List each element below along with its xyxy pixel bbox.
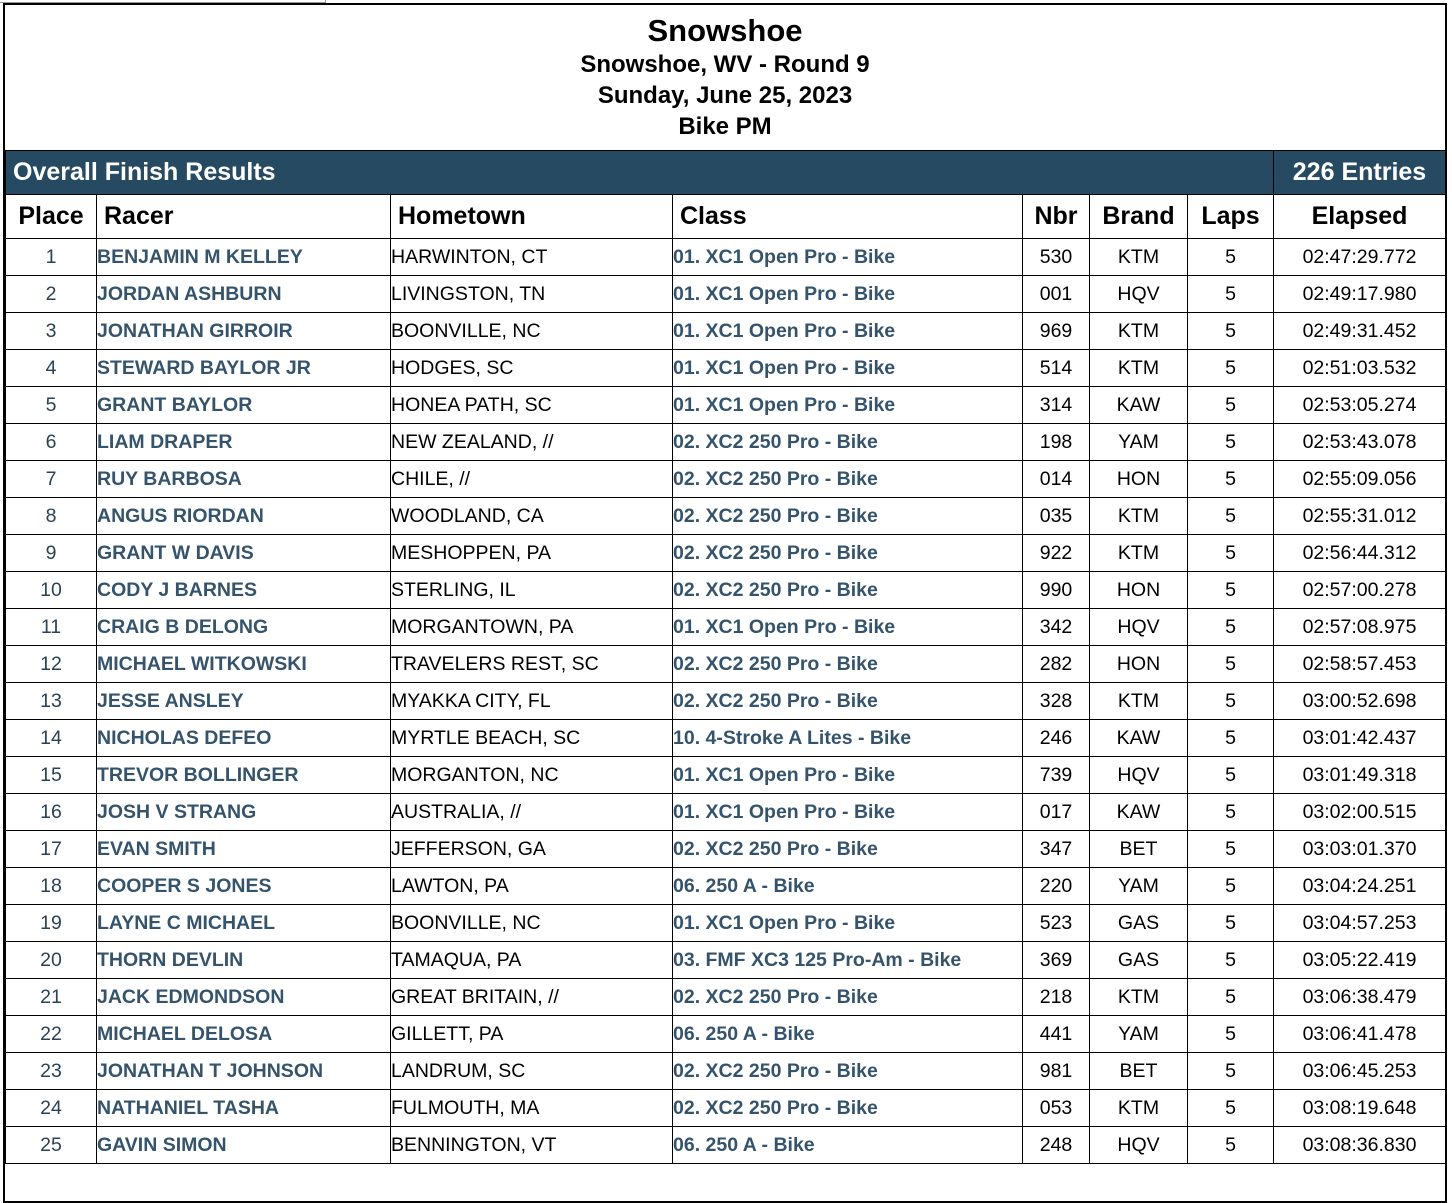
class-link[interactable]: 02. XC2 250 Pro - Bike: [673, 498, 1023, 535]
cell-brand: HON: [1090, 572, 1188, 609]
cell-nbr: 035: [1023, 498, 1090, 535]
cell-laps: 5: [1188, 757, 1274, 794]
cell-place: 14: [6, 720, 97, 757]
cell-brand: KAW: [1090, 720, 1188, 757]
cell-laps: 5: [1188, 350, 1274, 387]
class-link[interactable]: 02. XC2 250 Pro - Bike: [673, 461, 1023, 498]
cell-place: 23: [6, 1053, 97, 1090]
cell-nbr: 739: [1023, 757, 1090, 794]
class-link[interactable]: 02. XC2 250 Pro - Bike: [673, 1053, 1023, 1090]
cell-elapsed: 03:08:19.648: [1274, 1090, 1446, 1127]
class-link[interactable]: 06. 250 A - Bike: [673, 868, 1023, 905]
cell-laps: 5: [1188, 942, 1274, 979]
event-session: Bike PM: [678, 113, 772, 140]
cell-hometown: STERLING, IL: [391, 572, 673, 609]
table-row: [6, 1090, 1446, 1127]
cell-place: 15: [6, 757, 97, 794]
class-link[interactable]: 10. 4-Stroke A Lites - Bike: [673, 720, 1023, 757]
cell-hometown: MORGANTON, NC: [391, 757, 673, 794]
cell-laps: 5: [1188, 1053, 1274, 1090]
cell-hometown: GILLETT, PA: [391, 1016, 673, 1053]
cell-hometown: FULMOUTH, MA: [391, 1090, 673, 1127]
class-link[interactable]: 01. XC1 Open Pro - Bike: [673, 313, 1023, 350]
results-banner-label: Overall Finish Results: [6, 151, 1274, 195]
event-date: Sunday, June 25, 2023: [597, 82, 853, 109]
class-link[interactable]: 06. 250 A - Bike: [673, 1016, 1023, 1053]
cell-nbr: 441: [1023, 1016, 1090, 1053]
table-row: [6, 572, 1446, 609]
racer-link[interactable]: RUY BARBOSA: [97, 461, 391, 498]
cell-hometown: MYRTLE BEACH, SC: [391, 720, 673, 757]
cell-brand: KTM: [1090, 313, 1188, 350]
cell-elapsed: 02:49:17.980: [1274, 276, 1446, 313]
cell-brand: GAS: [1090, 905, 1188, 942]
cell-nbr: 220: [1023, 868, 1090, 905]
racer-link[interactable]: JACK EDMONDSON: [97, 979, 391, 1016]
table-row: [6, 424, 1446, 461]
cell-elapsed: 03:00:52.698: [1274, 683, 1446, 720]
cell-place: 19: [6, 905, 97, 942]
results-banner: [6, 151, 1446, 195]
table-row: [6, 905, 1446, 942]
table-row: [6, 609, 1446, 646]
cell-brand: KTM: [1090, 535, 1188, 572]
cell-laps: 5: [1188, 979, 1274, 1016]
cell-laps: 5: [1188, 1127, 1274, 1164]
cell-brand: GAS: [1090, 942, 1188, 979]
cell-hometown: AUSTRALIA, //: [391, 794, 673, 831]
class-link[interactable]: 01. XC1 Open Pro - Bike: [673, 239, 1023, 276]
table-row: [6, 498, 1446, 535]
cell-elapsed: 03:06:41.478: [1274, 1016, 1446, 1053]
cell-hometown: TAMAQUA, PA: [391, 942, 673, 979]
cell-place: 3: [6, 313, 97, 350]
column-header-elapsed[interactable]: Elapsed: [1274, 195, 1446, 239]
racer-link[interactable]: EVAN SMITH: [97, 831, 391, 868]
column-header-laps[interactable]: Laps: [1188, 195, 1274, 239]
racer-link[interactable]: JORDAN ASHBURN: [97, 276, 391, 313]
cell-place: 18: [6, 868, 97, 905]
table-row: [6, 276, 1446, 313]
cell-nbr: 969: [1023, 313, 1090, 350]
cell-nbr: 369: [1023, 942, 1090, 979]
cell-laps: 5: [1188, 905, 1274, 942]
cell-nbr: 198: [1023, 424, 1090, 461]
racer-link[interactable]: LIAM DRAPER: [97, 424, 391, 461]
cell-brand: BET: [1090, 831, 1188, 868]
cell-hometown: MYAKKA CITY, FL: [391, 683, 673, 720]
racer-link[interactable]: LAYNE C MICHAEL: [97, 905, 391, 942]
cell-brand: BET: [1090, 1053, 1188, 1090]
column-header-place[interactable]: Place: [6, 195, 97, 239]
cell-nbr: 514: [1023, 350, 1090, 387]
column-header-hometown[interactable]: Hometown: [391, 195, 673, 239]
cell-hometown: CHILE, //: [391, 461, 673, 498]
racer-link[interactable]: NICHOLAS DEFEO: [97, 720, 391, 757]
cell-place: 10: [6, 572, 97, 609]
cell-nbr: 246: [1023, 720, 1090, 757]
cell-hometown: BOONVILLE, NC: [391, 313, 673, 350]
cell-laps: 5: [1188, 720, 1274, 757]
event-header: [5, 5, 1445, 150]
cell-laps: 5: [1188, 239, 1274, 276]
cell-elapsed: 03:05:22.419: [1274, 942, 1446, 979]
cell-hometown: LAWTON, PA: [391, 868, 673, 905]
cell-elapsed: 03:06:45.253: [1274, 1053, 1446, 1090]
cell-place: 6: [6, 424, 97, 461]
column-header-racer[interactable]: Racer: [97, 195, 391, 239]
cell-nbr: 922: [1023, 535, 1090, 572]
racer-link[interactable]: THORN DEVLIN: [97, 942, 391, 979]
cell-hometown: BOONVILLE, NC: [391, 905, 673, 942]
cell-laps: 5: [1188, 1090, 1274, 1127]
cell-hometown: MESHOPPEN, PA: [391, 535, 673, 572]
table-row: [6, 720, 1446, 757]
cell-elapsed: 03:04:57.253: [1274, 905, 1446, 942]
cell-hometown: WOODLAND, CA: [391, 498, 673, 535]
racer-link[interactable]: JESSE ANSLEY: [97, 683, 391, 720]
racer-link[interactable]: JONATHAN T JOHNSON: [97, 1053, 391, 1090]
cell-hometown: BENNINGTON, VT: [391, 1127, 673, 1164]
cell-brand: HON: [1090, 646, 1188, 683]
cell-nbr: 328: [1023, 683, 1090, 720]
racer-link[interactable]: GRANT BAYLOR: [97, 387, 391, 424]
racer-link[interactable]: STEWARD BAYLOR JR: [97, 350, 391, 387]
racer-link[interactable]: JOSH V STRANG: [97, 794, 391, 831]
table-row: [6, 313, 1446, 350]
cell-nbr: 342: [1023, 609, 1090, 646]
table-row: [6, 942, 1446, 979]
cell-place: 25: [6, 1127, 97, 1164]
cell-laps: 5: [1188, 868, 1274, 905]
cell-laps: 5: [1188, 609, 1274, 646]
cell-place: 2: [6, 276, 97, 313]
racer-link[interactable]: MICHAEL DELOSA: [97, 1016, 391, 1053]
cell-brand: YAM: [1090, 868, 1188, 905]
racer-link[interactable]: COOPER S JONES: [97, 868, 391, 905]
cell-laps: 5: [1188, 313, 1274, 350]
class-link[interactable]: 02. XC2 250 Pro - Bike: [673, 831, 1023, 868]
cell-elapsed: 02:57:00.278: [1274, 572, 1446, 609]
racer-link[interactable]: GAVIN SIMON: [97, 1127, 391, 1164]
cell-elapsed: 03:01:49.318: [1274, 757, 1446, 794]
cell-place: 12: [6, 646, 97, 683]
class-link[interactable]: 01. XC1 Open Pro - Bike: [673, 609, 1023, 646]
cell-elapsed: 02:53:43.078: [1274, 424, 1446, 461]
table-row: [6, 350, 1446, 387]
table-row: [6, 461, 1446, 498]
class-link[interactable]: 02. XC2 250 Pro - Bike: [673, 1090, 1023, 1127]
cell-brand: HQV: [1090, 757, 1188, 794]
class-link[interactable]: 03. FMF XC3 125 Pro-Am - Bike: [673, 942, 1023, 979]
cell-hometown: MORGANTOWN, PA: [391, 609, 673, 646]
racer-link[interactable]: BENJAMIN M KELLEY: [97, 239, 391, 276]
class-link[interactable]: 01. XC1 Open Pro - Bike: [673, 276, 1023, 313]
cell-nbr: 530: [1023, 239, 1090, 276]
cell-elapsed: 03:06:38.479: [1274, 979, 1446, 1016]
racer-link[interactable]: NATHANIEL TASHA: [97, 1090, 391, 1127]
column-header-row: [6, 195, 1446, 239]
racer-link[interactable]: JONATHAN GIRROIR: [97, 313, 391, 350]
cell-hometown: HARWINTON, CT: [391, 239, 673, 276]
column-header-class[interactable]: Class: [673, 195, 1023, 239]
cell-laps: 5: [1188, 461, 1274, 498]
cell-elapsed: 03:01:42.437: [1274, 720, 1446, 757]
class-link[interactable]: 01. XC1 Open Pro - Bike: [673, 350, 1023, 387]
results-frame: [3, 3, 1447, 1203]
cell-laps: 5: [1188, 794, 1274, 831]
table-row: [6, 239, 1446, 276]
table-row: [6, 757, 1446, 794]
cell-nbr: 314: [1023, 387, 1090, 424]
cell-hometown: TRAVELERS REST, SC: [391, 646, 673, 683]
cell-nbr: 014: [1023, 461, 1090, 498]
cell-brand: HON: [1090, 461, 1188, 498]
cell-hometown: HODGES, SC: [391, 350, 673, 387]
cell-hometown: LIVINGSTON, TN: [391, 276, 673, 313]
table-row: [6, 979, 1446, 1016]
class-link[interactable]: 01. XC1 Open Pro - Bike: [673, 757, 1023, 794]
event-title: Snowshoe: [647, 13, 803, 48]
class-link[interactable]: 06. 250 A - Bike: [673, 1127, 1023, 1164]
cell-laps: 5: [1188, 1016, 1274, 1053]
racer-link[interactable]: CRAIG B DELONG: [97, 609, 391, 646]
cell-hometown: JEFFERSON, GA: [391, 831, 673, 868]
cell-hometown: NEW ZEALAND, //: [391, 424, 673, 461]
cell-laps: 5: [1188, 498, 1274, 535]
cell-elapsed: 03:04:24.251: [1274, 868, 1446, 905]
class-link[interactable]: 02. XC2 250 Pro - Bike: [673, 683, 1023, 720]
cell-place: 1: [6, 239, 97, 276]
cell-laps: 5: [1188, 535, 1274, 572]
cell-place: 5: [6, 387, 97, 424]
table-row: [6, 868, 1446, 905]
cell-brand: KTM: [1090, 979, 1188, 1016]
cell-brand: KTM: [1090, 683, 1188, 720]
cell-elapsed: 02:55:09.056: [1274, 461, 1446, 498]
racer-link[interactable]: MICHAEL WITKOWSKI: [97, 646, 391, 683]
cell-brand: YAM: [1090, 424, 1188, 461]
class-link[interactable]: 02. XC2 250 Pro - Bike: [673, 535, 1023, 572]
cell-place: 11: [6, 609, 97, 646]
cell-place: 22: [6, 1016, 97, 1053]
class-link[interactable]: 01. XC1 Open Pro - Bike: [673, 905, 1023, 942]
cell-brand: HQV: [1090, 609, 1188, 646]
class-link[interactable]: 02. XC2 250 Pro - Bike: [673, 572, 1023, 609]
column-header-nbr[interactable]: Nbr: [1023, 195, 1090, 239]
cell-elapsed: 02:53:05.274: [1274, 387, 1446, 424]
cell-place: 24: [6, 1090, 97, 1127]
class-link[interactable]: 02. XC2 250 Pro - Bike: [673, 646, 1023, 683]
racer-link[interactable]: TREVOR BOLLINGER: [97, 757, 391, 794]
table-row: [6, 831, 1446, 868]
cell-elapsed: 02:55:31.012: [1274, 498, 1446, 535]
cell-laps: 5: [1188, 831, 1274, 868]
table-row: [6, 535, 1446, 572]
cell-laps: 5: [1188, 387, 1274, 424]
table-row: [6, 1053, 1446, 1090]
cell-elapsed: 02:58:57.453: [1274, 646, 1446, 683]
cell-place: 8: [6, 498, 97, 535]
cell-place: 20: [6, 942, 97, 979]
cell-place: 21: [6, 979, 97, 1016]
cell-nbr: 053: [1023, 1090, 1090, 1127]
cell-brand: KAW: [1090, 794, 1188, 831]
cell-elapsed: 02:51:03.532: [1274, 350, 1446, 387]
cell-laps: 5: [1188, 424, 1274, 461]
cell-elapsed: 02:49:31.452: [1274, 313, 1446, 350]
table-row: [6, 387, 1446, 424]
class-link[interactable]: 01. XC1 Open Pro - Bike: [673, 794, 1023, 831]
cell-hometown: HONEA PATH, SC: [391, 387, 673, 424]
cell-nbr: 347: [1023, 831, 1090, 868]
cell-place: 17: [6, 831, 97, 868]
table-row: [6, 683, 1446, 720]
cell-elapsed: 03:03:01.370: [1274, 831, 1446, 868]
cell-place: 9: [6, 535, 97, 572]
cell-elapsed: 03:08:36.830: [1274, 1127, 1446, 1164]
cell-nbr: 990: [1023, 572, 1090, 609]
cell-laps: 5: [1188, 646, 1274, 683]
cell-nbr: 282: [1023, 646, 1090, 683]
table-row: [6, 646, 1446, 683]
cell-nbr: 523: [1023, 905, 1090, 942]
cell-elapsed: 02:57:08.975: [1274, 609, 1446, 646]
entries-count: 226 Entries: [1274, 151, 1446, 195]
cell-brand: KAW: [1090, 387, 1188, 424]
cell-brand: KTM: [1090, 350, 1188, 387]
column-header-brand[interactable]: Brand: [1090, 195, 1188, 239]
cell-brand: HQV: [1090, 1127, 1188, 1164]
cell-elapsed: 03:02:00.515: [1274, 794, 1446, 831]
cell-nbr: 001: [1023, 276, 1090, 313]
cell-laps: 5: [1188, 572, 1274, 609]
cell-brand: KTM: [1090, 239, 1188, 276]
racer-link[interactable]: ANGUS RIORDAN: [97, 498, 391, 535]
cell-brand: KTM: [1090, 498, 1188, 535]
cell-elapsed: 02:47:29.772: [1274, 239, 1446, 276]
cell-hometown: GREAT BRITAIN, //: [391, 979, 673, 1016]
cell-place: 13: [6, 683, 97, 720]
cell-brand: YAM: [1090, 1016, 1188, 1053]
cell-place: 7: [6, 461, 97, 498]
event-location-round: Snowshoe, WV - Round 9: [580, 51, 870, 78]
cell-nbr: 981: [1023, 1053, 1090, 1090]
results-table: [5, 150, 1446, 1164]
cell-laps: 5: [1188, 276, 1274, 313]
cell-nbr: 017: [1023, 794, 1090, 831]
cell-nbr: 248: [1023, 1127, 1090, 1164]
racer-link[interactable]: GRANT W DAVIS: [97, 535, 391, 572]
class-link[interactable]: 02. XC2 250 Pro - Bike: [673, 979, 1023, 1016]
class-link[interactable]: 02. XC2 250 Pro - Bike: [673, 424, 1023, 461]
table-row: [6, 1127, 1446, 1164]
cell-elapsed: 02:56:44.312: [1274, 535, 1446, 572]
table-row: [6, 1016, 1446, 1053]
table-row: [6, 794, 1446, 831]
cell-nbr: 218: [1023, 979, 1090, 1016]
racer-link[interactable]: CODY J BARNES: [97, 572, 391, 609]
cell-place: 16: [6, 794, 97, 831]
cell-hometown: LANDRUM, SC: [391, 1053, 673, 1090]
cell-brand: HQV: [1090, 276, 1188, 313]
cell-brand: KTM: [1090, 1090, 1188, 1127]
class-link[interactable]: 01. XC1 Open Pro - Bike: [673, 387, 1023, 424]
cell-place: 4: [6, 350, 97, 387]
cell-laps: 5: [1188, 683, 1274, 720]
